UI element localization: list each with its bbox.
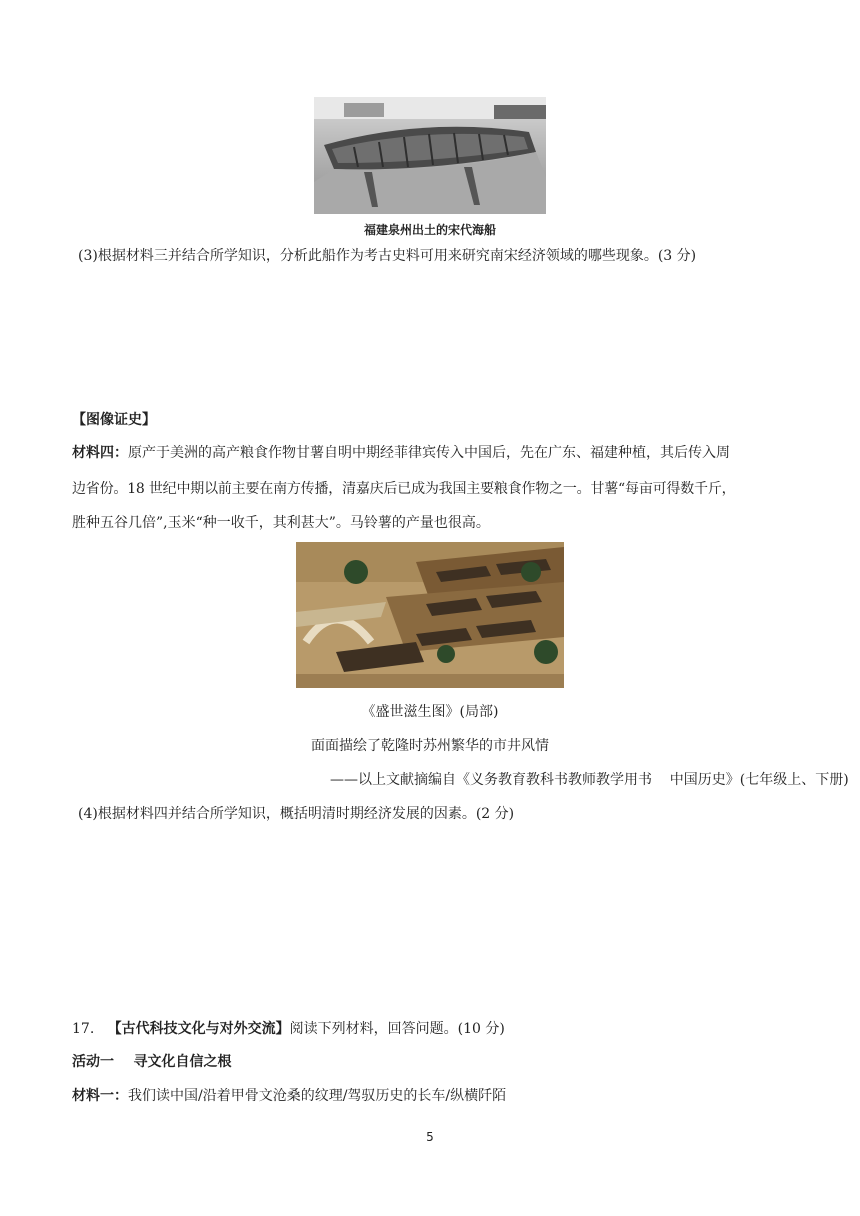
page-number: 5 xyxy=(426,1130,434,1144)
material-1-text: 我们读中国/沿着甲骨文沧桑的纹理/驾驭历史的长车/纵横阡陌 xyxy=(128,1088,507,1104)
material-1-line xyxy=(72,1086,506,1106)
figure2-description: 面面描绘了乾隆时苏州繁华的市井风情 xyxy=(311,738,549,754)
material-4-line-1 xyxy=(72,443,730,463)
question-4: (4)根据材料四并结合所学知识，概括明清时期经济发展的因素。(2 分) xyxy=(78,806,515,822)
question-17-title: 【古代科技文化与对外交流】 xyxy=(107,1021,290,1037)
question-17-instructions: 阅读下列材料，回答问题。(10 分) xyxy=(289,1021,505,1037)
material-4-line-3: 胜种五谷几倍”,玉米“种一收千，其利甚大”。马铃薯的产量也很高。 xyxy=(72,515,490,531)
shengshi-zisheng-painting xyxy=(296,542,564,688)
section-heading-image-evidence: 【图像证史】 xyxy=(72,412,156,428)
question-17-line xyxy=(72,1019,505,1039)
activity-1-heading: 活动一 寻文化自信之根 xyxy=(72,1054,232,1070)
question-17-number: 17. xyxy=(72,1021,95,1037)
figure1-caption: 福建泉州出土的宋代海船 xyxy=(363,223,496,237)
figure2-caption: 《盛世滋生图》(局部) xyxy=(361,704,499,720)
source-citation: ——以上文献摘编自《义务教育教科书教师教学用书 中国历史》(七年级上、下册) xyxy=(330,772,849,788)
question-3: (3)根据材料三并结合所学知识，分析此船作为考古史料可用来研究南宋经济领域的哪些现象。(3 分) xyxy=(78,248,697,264)
material-4-line-2: 边省份。18 世纪中期以前主要在南方传播，清嘉庆后已成为我国主要粮食作物之一。甘薯“每亩可得数千斤， xyxy=(72,481,736,497)
material-4-label: 材料四： xyxy=(72,445,128,461)
material-4-text: 原产于美洲的高产粮食作物甘薯自明中期经菲律宾传入中国后，先在广东、福建种植，其后传入周 xyxy=(128,445,730,461)
song-ship-photo xyxy=(314,97,546,214)
material-1-label: 材料一： xyxy=(72,1088,128,1104)
